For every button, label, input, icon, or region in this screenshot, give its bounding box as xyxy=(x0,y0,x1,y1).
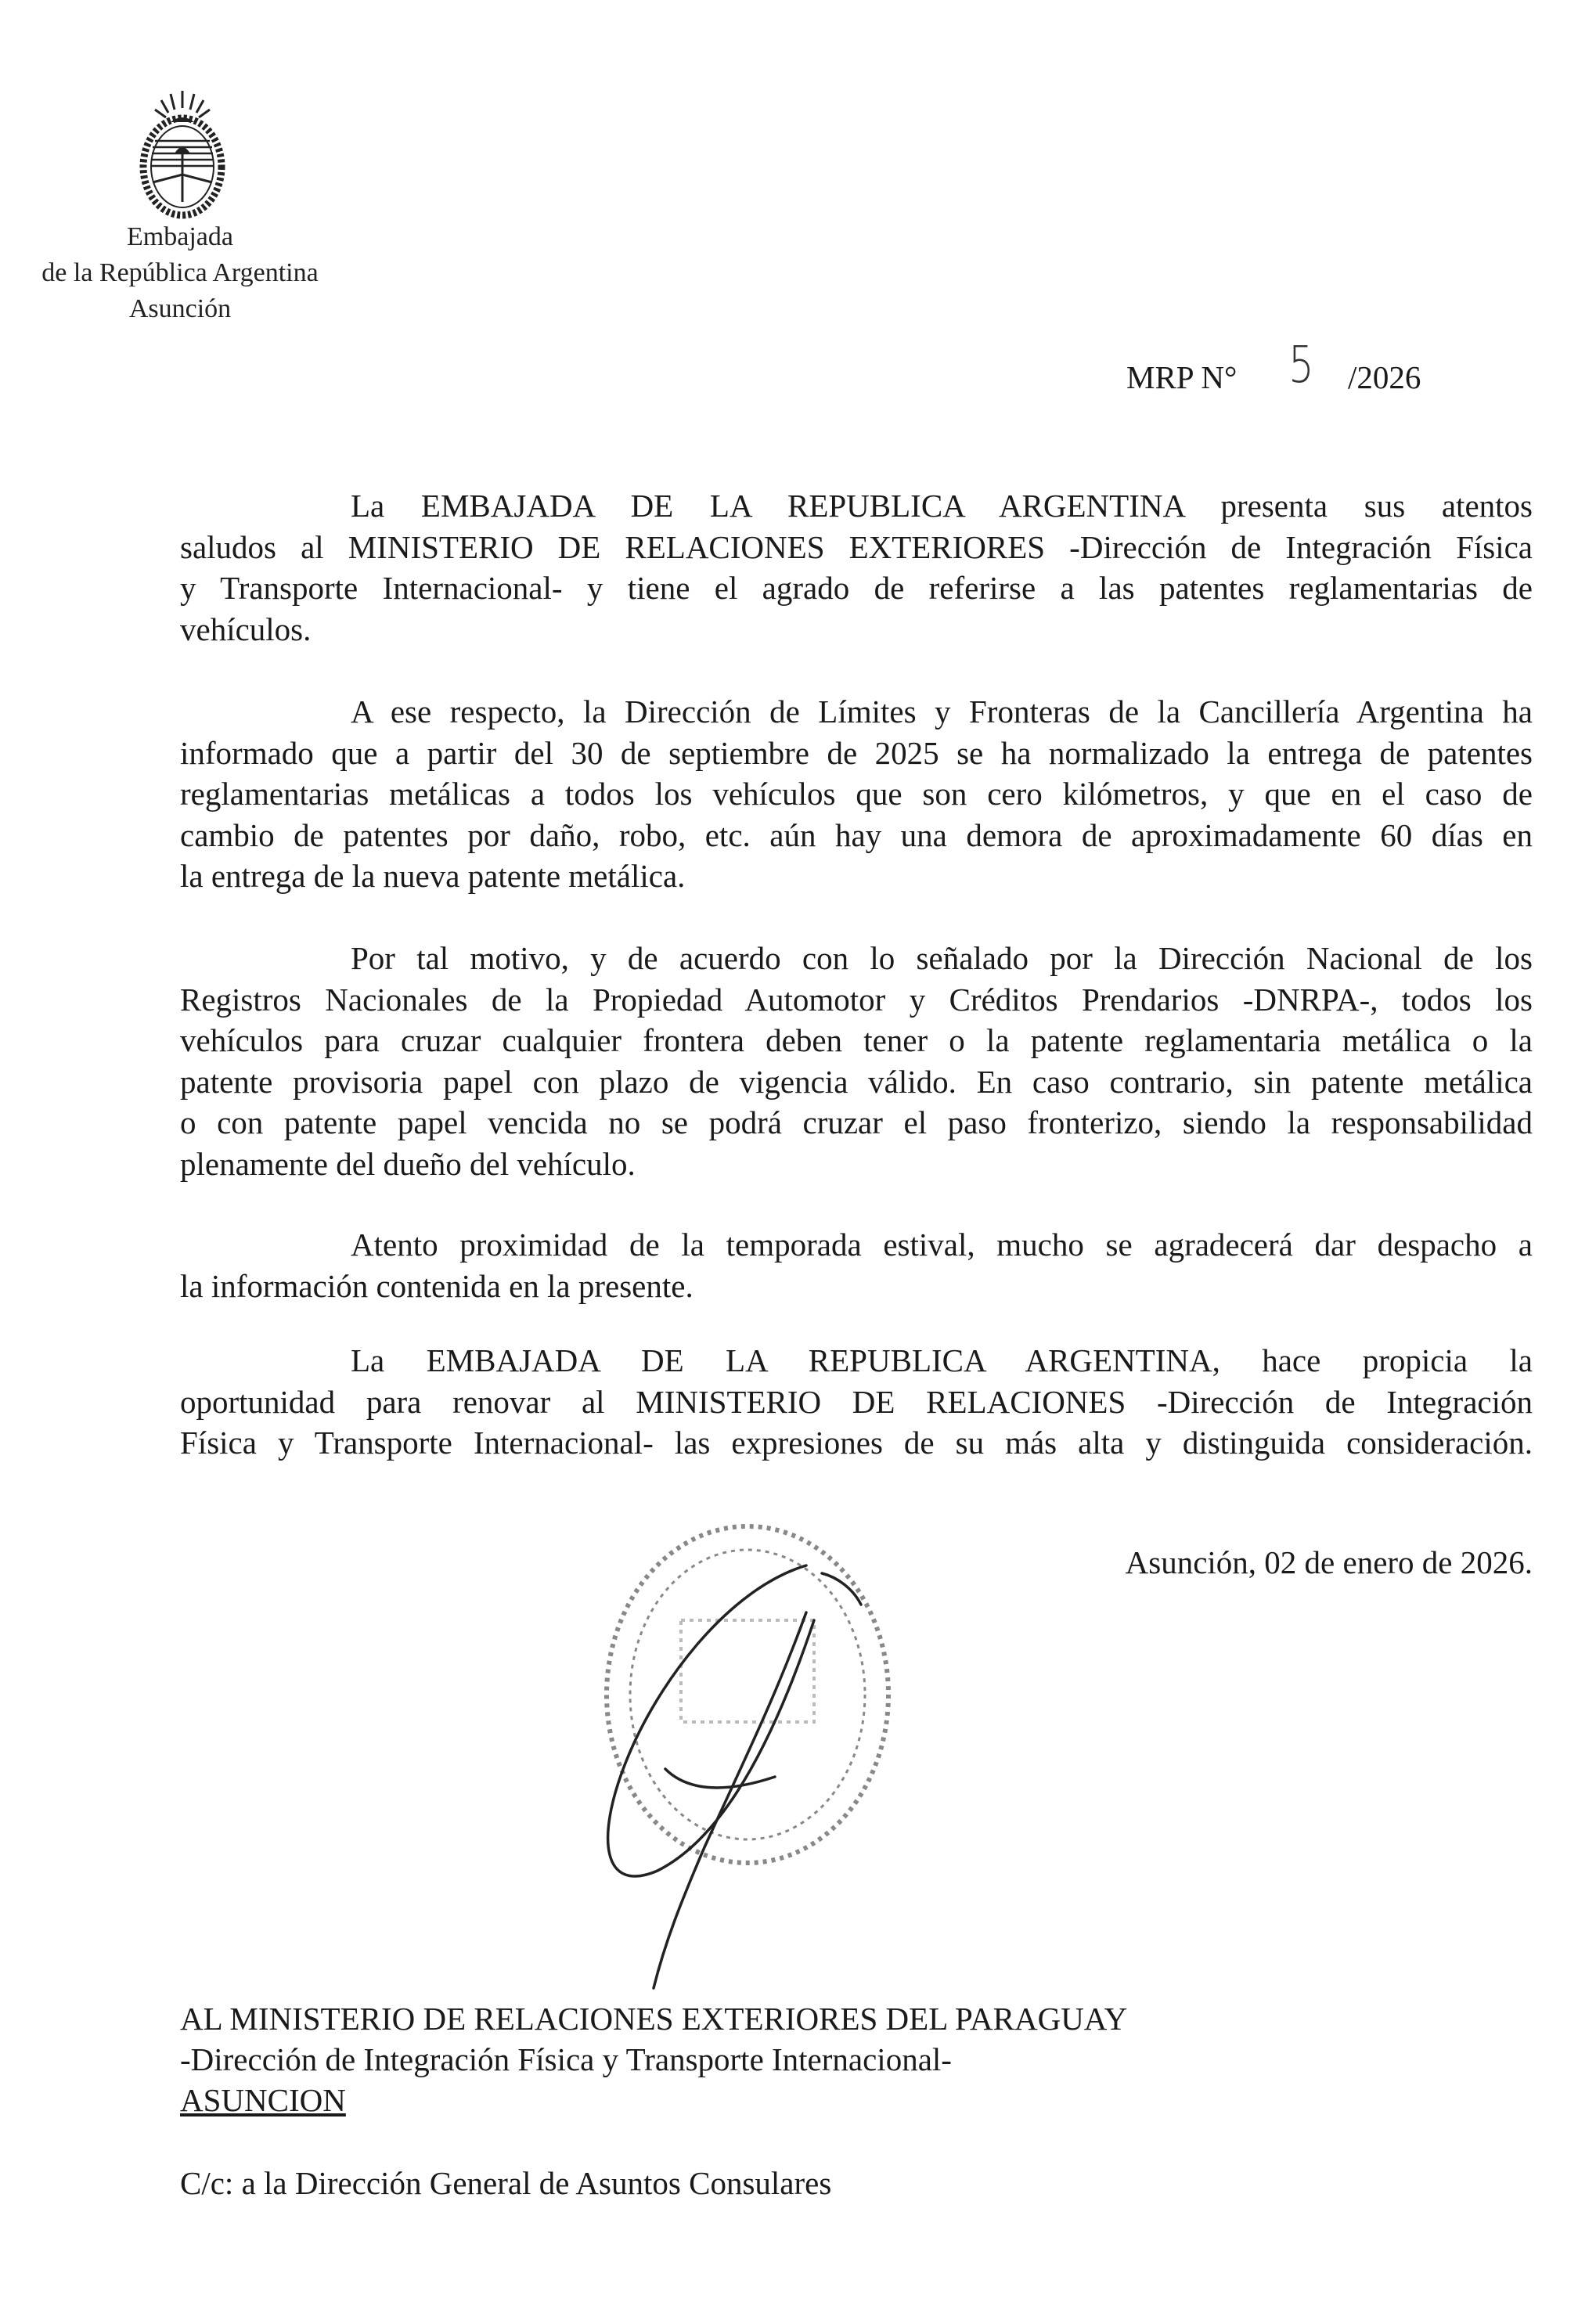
text-line: cambio de patentes por daño, robo, etc. aún hay una demora de aproximadamente 60 días en xyxy=(180,816,1533,853)
official-stamp-and-signature xyxy=(571,1503,900,2004)
embassy-seal-stamp xyxy=(607,1526,888,1863)
letterhead xyxy=(16,219,344,327)
recipient-line-2: -Dirección de Integración Física y Transporte Internacional- xyxy=(180,2041,952,2077)
reference-year: /2026 xyxy=(1348,359,1421,395)
text-line: La EMBAJADA DE LA REPUBLICA ARGENTINA, hace propicia la xyxy=(351,1342,1533,1378)
text-line: y Transporte Internacional- y tiene el agrado de referirse a las patentes reglamentarias de xyxy=(180,570,1533,606)
sun-rays-icon xyxy=(155,91,210,117)
text-line: plenamente del dueño del vehículo. xyxy=(180,1145,636,1182)
reference-handwritten-number: 5 xyxy=(1288,337,1314,394)
recipient-city: ASUNCION xyxy=(180,2082,346,2118)
reference-number xyxy=(1126,358,1237,396)
date-line: Asunción, 02 de enero de 2026. xyxy=(1125,1544,1533,1580)
text-line: vehículos. xyxy=(180,611,312,647)
recipient-block xyxy=(180,1998,1127,2120)
paragraph-4 xyxy=(180,1224,1533,1306)
reference-prefix: MRP N° xyxy=(1126,359,1238,395)
handwritten-signature xyxy=(608,1565,861,1988)
text-line: la información contenida en la presente. xyxy=(180,1267,694,1304)
letterhead-line: Embajada xyxy=(127,222,233,251)
paragraph-5 xyxy=(180,1340,1533,1464)
paragraph-1 xyxy=(180,485,1533,650)
text-line: vehículos para cruzar cualquier frontera deben tener o la patente reglamentaria metálica o la xyxy=(180,1022,1533,1058)
letterhead-line: de la República Argentina xyxy=(41,258,319,287)
paragraph-2 xyxy=(180,691,1533,897)
text-line: Física y Transporte Internacional- las expresiones de su más alta y distinguida consideración. xyxy=(180,1425,1533,1461)
recipient-line-1: AL MINISTERIO DE RELACIONES EXTERIORES DEL PARAGUAY xyxy=(180,2001,1128,2037)
text-line: Por tal motivo, y de acuerdo con lo señalado por la Dirección Nacional de los xyxy=(351,940,1533,976)
text-line: La EMBAJADA DE LA REPUBLICA ARGENTINA presenta sus atentos xyxy=(351,488,1533,524)
text-line: patente provisoria papel con plazo de vigencia válido. En caso contrario, sin patente metálica xyxy=(180,1063,1533,1100)
text-line: reglamentarias metálicas a todos los vehículos que son cero kilómetros, y que en el caso de xyxy=(180,776,1533,812)
text-line: informado que a partir del 30 de septiembre de 2025 se ha normalizado la entrega de patentes xyxy=(180,734,1533,771)
letterhead-line: Asunción xyxy=(128,294,232,323)
text-line: saludos al MINISTERIO DE RELACIONES EXTERIORES -Dirección de Integración Física xyxy=(180,528,1533,565)
text-line: oportunidad para renovar al MINISTERIO DE RELACIONES -Dirección de Integración xyxy=(180,1383,1533,1420)
carbon-copy-line: C/c: a la Dirección General de Asuntos Consulares xyxy=(180,2165,832,2201)
text-line: Atento proximidad de la temporada estival, mucho se agradecerá dar despacho a xyxy=(351,1227,1533,1263)
text-line: A ese respecto, la Dirección de Límites y Fronteras de la Cancillería Argentina ha xyxy=(351,693,1533,730)
text-line: o con patente papel vencida no se podrá cruzar el paso fronterizo, siendo la responsabilidad xyxy=(180,1104,1533,1140)
text-line: Registros Nacionales de la Propiedad Automotor y Créditos Prendarios -DNRPA-, todos los xyxy=(180,981,1533,1018)
paragraph-3 xyxy=(180,938,1533,1184)
text-line: la entrega de la nueva patente metálica. xyxy=(180,858,686,894)
coat-of-arms-emblem xyxy=(131,85,233,225)
